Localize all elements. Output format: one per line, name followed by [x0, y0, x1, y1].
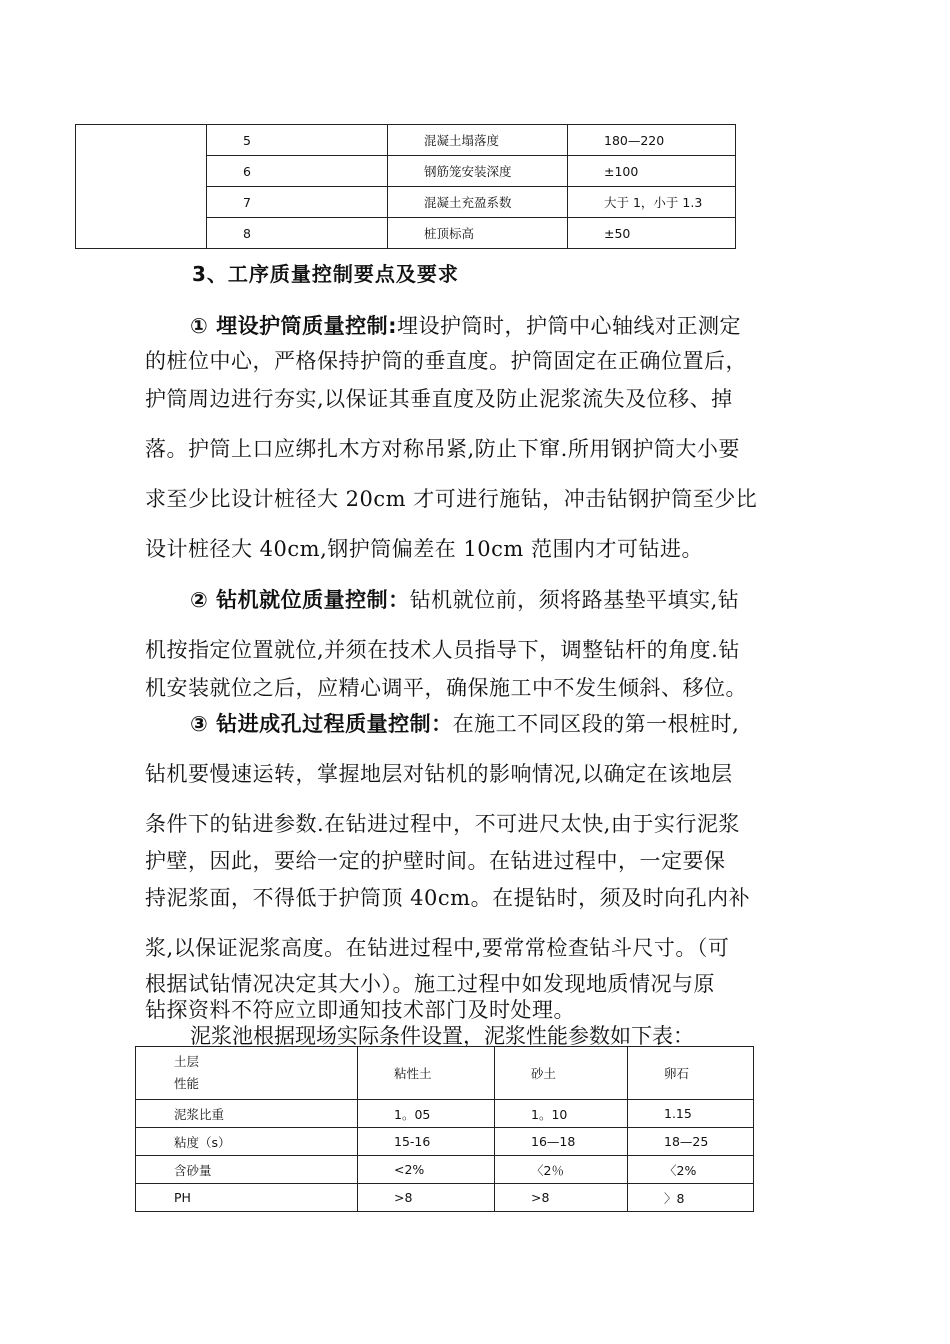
paragraph-line: 求至少比设计桩径大 20cm 才可进行施钻，冲击钻钢护筒至少比 [145, 487, 758, 511]
paragraph-text: 钻机就位前，须将路基垫平填实,钻 [409, 588, 740, 612]
table-cell: 〈2% [628, 1156, 754, 1184]
column-header: 砂土 [495, 1047, 628, 1100]
row-number: 8 [207, 218, 388, 249]
row-item: 钢筋笼安装深度 [388, 156, 568, 187]
paragraph-line: 落。护筒上口应绑扎木方对称吊紧,防止下窜.所用钢护筒大小要 [145, 437, 740, 461]
row-number: 7 [207, 187, 388, 218]
table-cell: 〉8 [628, 1184, 754, 1212]
row-label: 泥浆比重 [136, 1100, 358, 1128]
row-label: PH [136, 1184, 358, 1212]
row-label: 粘度（s） [136, 1128, 358, 1156]
paragraph-line: 浆,以保证泥浆高度。在钻进过程中,要常常检查钻斗尺寸。（可 [145, 936, 730, 960]
paragraph-title: ① 埋设护筒质量控制: [190, 314, 397, 338]
paragraph-line: 持泥浆面，不得低于护筒顶 40cm。在提钻时，须及时向孔内补 [145, 886, 751, 910]
header-property-label: 性能 [174, 1076, 200, 1091]
table-cell: >8 [495, 1184, 628, 1212]
table-row [136, 1156, 754, 1184]
paragraph-text: 在施工不同区段的第一根桩时, [452, 712, 740, 736]
mud-performance-table [135, 1046, 754, 1212]
column-header: 卵石 [628, 1047, 754, 1100]
top-table [75, 124, 736, 249]
paragraph-line [190, 708, 739, 738]
row-value: 大于 1，小于 1.3 [568, 187, 736, 218]
paragraph-line: 的桩位中心，严格保持护筒的垂直度。护筒固定在正确位置后， [145, 349, 747, 373]
paragraph-text: 埋设护筒时，护筒中心轴线对正测定 [397, 314, 741, 338]
paragraph-line: 根据试钻情况决定其大小）。施工过程中如发现地质情况与原 [145, 972, 715, 996]
table-row [76, 125, 736, 156]
table-cell: 1。10 [495, 1100, 628, 1128]
table-cell: 18—25 [628, 1128, 754, 1156]
table-caption: 泥浆池根据现场实际条件设置，泥浆性能参数如下表： [190, 1024, 694, 1048]
table-header-row [136, 1047, 754, 1100]
paragraph-title: ③ 钻进成孔过程质量控制： [190, 712, 453, 736]
row-item: 混凝土充盈系数 [388, 187, 568, 218]
table-cell: 15-16 [358, 1128, 495, 1156]
section-heading: 3、工序质量控制要点及要求 [192, 262, 459, 286]
column-header: 粘性土 [358, 1047, 495, 1100]
row-number: 5 [207, 125, 388, 156]
paragraph-line: 钻机要慢速运转，掌握地层对钻机的影响情况,以确定在该地层 [145, 762, 733, 786]
table-cell: <2% [358, 1156, 495, 1184]
paragraph-line: 护筒周边进行夯实,以保证其垂直度及防止泥浆流失及位移、掉 [145, 387, 733, 411]
paragraph-line: 机按指定位置就位,并须在技术人员指导下，调整钻杆的角度.钻 [145, 638, 740, 662]
table-cell: 1。05 [358, 1100, 495, 1128]
table-cell: 〈2％ [495, 1156, 628, 1184]
paragraph-line: 钻探资料不符应立即通知技术部门及时处理。 [145, 998, 575, 1022]
row-label: 含砂量 [136, 1156, 358, 1184]
paragraph-line: 设计桩径大 40cm,钢护筒偏差在 10cm 范围内才可钻进。 [145, 537, 703, 561]
paragraph-title: ② 钻机就位质量控制： [190, 588, 410, 612]
paragraph-line: 机安装就位之后，应精心调平，确保施工中不发生倾斜、移位。 [145, 676, 747, 700]
merged-cell [76, 125, 207, 249]
row-item: 桩顶标高 [388, 218, 568, 249]
paragraph-line: 条件下的钻进参数.在钻进过程中，不可进尺太快,由于实行泥浆 [145, 812, 740, 836]
paragraph-line [190, 584, 739, 614]
row-item: 混凝土塌落度 [388, 125, 568, 156]
paragraph-line [190, 310, 741, 340]
paragraph-line: 护壁，因此，要给一定的护壁时间。在钻进过程中，一定要保 [145, 849, 726, 873]
table-row [136, 1100, 754, 1128]
table-row [136, 1128, 754, 1156]
table-cell: 1.15 [628, 1100, 754, 1128]
header-soil-label: 土层 [174, 1054, 200, 1069]
row-value: ±100 [568, 156, 736, 187]
row-value: 180—220 [568, 125, 736, 156]
row-number: 6 [207, 156, 388, 187]
table-row [136, 1184, 754, 1212]
row-value: ±50 [568, 218, 736, 249]
table-cell: >8 [358, 1184, 495, 1212]
table-cell: 16—18 [495, 1128, 628, 1156]
header-corner-cell [136, 1047, 358, 1100]
